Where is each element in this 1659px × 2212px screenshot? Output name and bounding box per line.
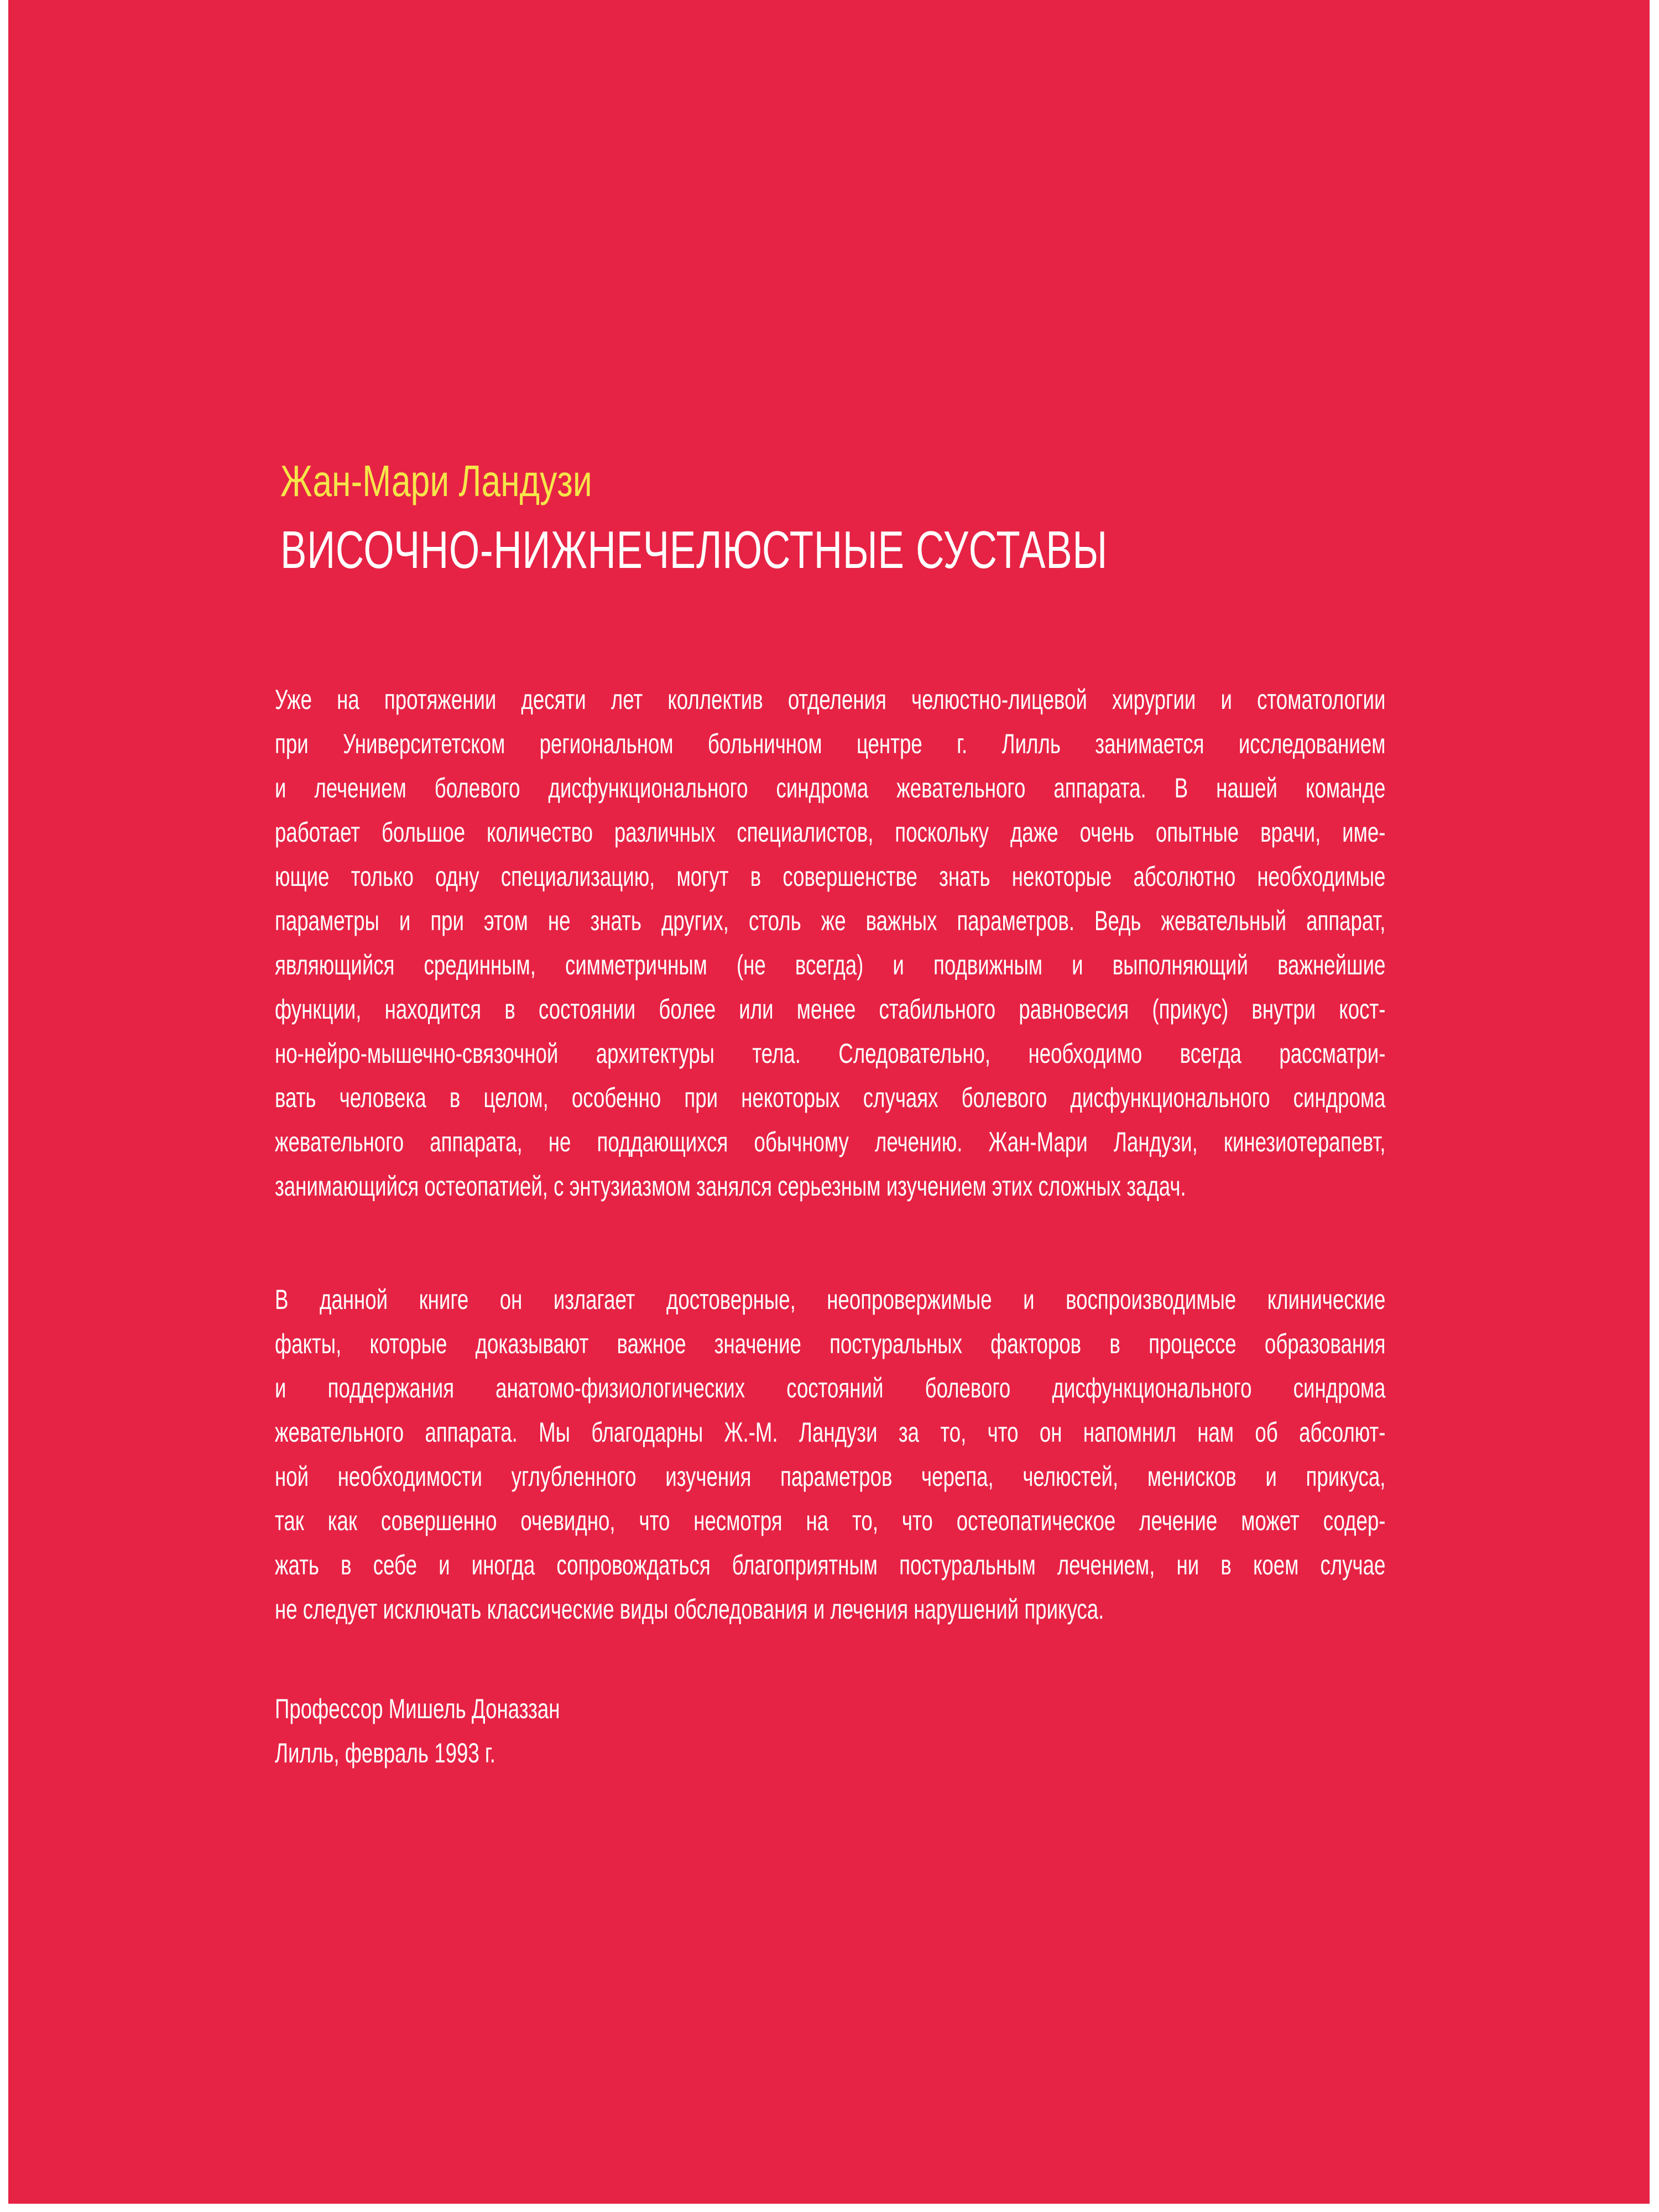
text-line-content: ной необходимости углубленного изучения параметров черепа, челюстей, менисков и прикуса, — [275, 1461, 1386, 1492]
text-line-content: ющие только одну специализацию, могут в совершенстве знать некоторые абсолютно необходимые — [275, 861, 1386, 892]
blurb-paragraph-1 — [275, 677, 1386, 1208]
text-line-content: вать человека в целом, особенно при некоторых случаях болевого дисфункционального синдрома — [275, 1082, 1386, 1113]
text-line-content: и лечением болевого дисфункционального синдрома жевательного аппарата. В нашей команде — [275, 773, 1386, 804]
text-line — [275, 1076, 1386, 1120]
text-line-content: занимающийся остеопатией, с энтузиазмом занялся серьезным изучением этих сложных задач. — [275, 1171, 1186, 1202]
signature-name: Профессор Мишель Доназзан — [275, 1693, 560, 1724]
author-name: Жан-Мари Ландузи — [280, 456, 592, 505]
text-line-content: параметры и при этом не знать других, столь же важных параметров. Ведь жевательный аппарат, — [275, 905, 1386, 936]
text-line — [275, 1164, 1386, 1208]
text-line — [275, 1366, 1386, 1410]
text-line-content: не следует исключать классические виды обследования и лечения нарушений прикуса. — [275, 1594, 1104, 1625]
text-line-content: В данной книге он излагает достоверные, неопровержимые и воспроизводимые клинические — [275, 1284, 1386, 1315]
text-line — [275, 987, 1386, 1031]
text-line-content: при Университетском региональном больничном центре г. Лилль занимается исследованием — [275, 728, 1386, 759]
text-line — [275, 1499, 1386, 1543]
text-line — [275, 1587, 1386, 1631]
text-line — [275, 1031, 1386, 1076]
text-line-content: функции, находится в состоянии более или менее стабильного равновесия (прикус) внутри кост- — [275, 994, 1386, 1025]
text-line — [275, 722, 1386, 766]
book-back-cover — [8, 0, 1650, 2204]
text-line-content: жевательного аппарата, не поддающихся обычному лечению. Жан-Мари Ландузи, кинезиотерапевт, — [275, 1126, 1386, 1157]
text-line — [275, 677, 1386, 722]
text-line — [275, 1543, 1386, 1587]
text-line-content: жевательного аппарата. Мы благодарны Ж.-М. Ландузи за то, что он напомнил нам об абсолют- — [275, 1417, 1386, 1448]
text-line-content: жать в себе и иногда сопровождаться благоприятным постуральным лечением, ни в коем случае — [275, 1550, 1386, 1580]
signature-place-date: Лилль, февраль 1993 г. — [275, 1738, 495, 1768]
text-line-content: работает большое количество различных специалистов, поскольку даже очень опытные врачи, име- — [275, 817, 1386, 848]
text-line — [275, 766, 1386, 810]
blurb-paragraph-2 — [275, 1277, 1386, 1631]
text-line — [275, 1454, 1386, 1499]
text-line — [275, 1322, 1386, 1366]
text-line-content: являющийся срединным, симметричным (не всегда) и подвижным и выполняющий важнейшие — [275, 950, 1386, 980]
text-line-content: факты, которые доказывают важное значение постуральных факторов в процессе образования — [275, 1328, 1386, 1359]
text-line-content: Уже на протяжении десяти лет коллектив отделения челюстно-лицевой хирургии и стоматологии — [275, 684, 1386, 715]
text-line — [275, 810, 1386, 854]
book-title: ВИСОЧНО-НИЖНЕЧЕЛЮСТНЫЕ СУСТАВЫ — [280, 520, 1108, 580]
text-line — [275, 899, 1386, 943]
text-line-content: так как совершенно очевидно, что несмотря на то, что остеопатическое лечение может содер- — [275, 1505, 1386, 1536]
signature-block — [275, 1687, 664, 1775]
text-line-content: и поддержания анатомо-физиологических состояний болевого дисфункционального синдрома — [275, 1373, 1386, 1404]
text-line — [275, 1410, 1386, 1454]
text-line-content: но-нейро-мышечно-связочной архитектуры тела. Следовательно, необходимо всегда рассматри- — [275, 1038, 1386, 1069]
text-line — [275, 943, 1386, 987]
text-line — [275, 1120, 1386, 1164]
text-line — [275, 854, 1386, 899]
text-line — [275, 1277, 1386, 1322]
